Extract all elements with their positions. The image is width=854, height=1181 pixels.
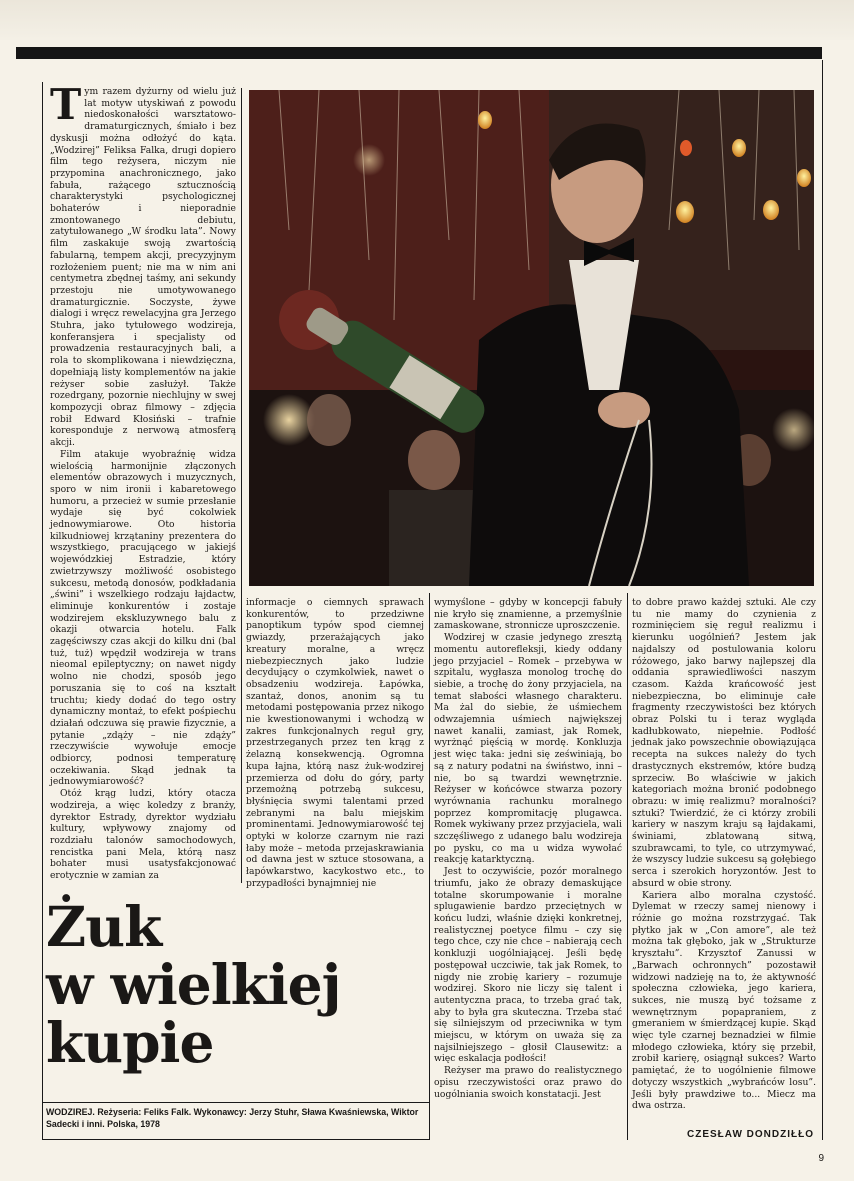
film-still-photo [249, 90, 814, 586]
top-rule [16, 47, 822, 59]
credits-rule-top [42, 1102, 429, 1103]
article-column-2 [246, 597, 424, 889]
column-rule-3 [627, 593, 628, 1140]
headline-line: w wielkiej [46, 952, 341, 1017]
article-column-1 [50, 80, 236, 882]
paragraph: Jest to oczywiście, pozór moralnego triumfu, jako że obrazy demaskujące totalne skorumpowanie i moralne splugawienie bardzo przeciętnych w końcu ludzi, właśnie dzięki konkretnej, realistycznej poetyce filmu – czy się tego chce, czy nie chce – nabierają cech konkluzji uogólniającej. Jeśli będę postępował uczciwie, tak jak Romek, to nigdy nie zrobię kariery – rozumuje wodzirej. Skoro nie liczy się talent i autentyczna praca, to trzeba grać tak, aby to była gra skuteczna. Trzeba stać się silniejszym od przeciwnika w tym miejscu, w którym on uważa się za najsilniejszego – głosił Clausewitz: a więc eskalacja podłości! [434, 866, 622, 1065]
paragraph: Kariera albo moralna czystość. Dylemat w rzeczy samej nienowy i różnie go można rozstrzygać. Tak płytko jak w „Con amore”, ale też można tak głęboko, jak w „Strukturze kryształu”. Krzysztof Zanussi w „Barwach ochronnych” pozostawił widzowi nadzieję na to, że aktywność społeczna człowieka, jego kariera, sukces, nie muszą być tożsame z wewnętrznym popapraniem, z gmeraniem w śmierdzącej kupie. Skąd więc tyle czarnej beznadziei w filmie młodego człowieka, który się przebił, zrobił karierę, osiągnął sukces? Warto pamiętać, że to uogólnienie filmowe dotyczy wszystkich „wybrańców losu”. Jeśli były prawdziwe to... Miecz ma dwa ostrza. [632, 889, 816, 1112]
film-credits: WODZIREJ. Reżyseria: Feliks Falk. Wykonawcy: Jerzy Stuhr, Sława Kwaśniewska, Wiktor Sadecki i inni. Polska, 1978 [46, 1107, 419, 1129]
paragraph: informacje o ciemnych sprawach konkurentów, to przedziwne panoptikum typów spod ciemnej gwiazdy, przerażających jako kreatury moralne, a wręcz niebezpiecznych jako ludzie decydujący o czymkolwiek, nawet o obsadzeniu wodzireja. Łapówka, szantaż, donos, anonim są tu metodami postępowania przez nikogo nie kwestionowanymi i wchodzą w zakres funkcjonalnych reguł gry, przestrzeganych przez ten krąg z żelazną konsekwencją. Ogromna kupa łajna, którą nasz żuk-wodzirej przemierza od dołu do góry, party przemożną potrzebą sukcesu, błyśnięcia swymi talentami przed zebranymi na balu miejskim prominentami. Jednowymiarowość tej optyki w kolorze czarnym nie razi łaby może – metoda przejaskrawiania od dawna jest w sztuce stosowana, a łapówkarstwo, kacykostwo etc., to przypadłości bynajmniej nie [246, 597, 424, 889]
paragraph: Reżyser ma prawo do realistycznego opisu rzeczywistości oraz prawo do uogólniania swoich konstatacji. Jest [434, 1065, 622, 1100]
paragraph: Otóż krąg ludzi, który otacza wodzireja, a więc koledzy z branży, dyrektor Estrady, dyrektor wydziału kultury, wpływowy znajomy od rozdziału talonów samochodowych, rencistka pani Mela, którą nasz bohater musi usatysfakcjonować erotycznie w zamian za [50, 788, 236, 882]
headline-line: kupie [46, 1010, 214, 1075]
column-rule-1 [241, 88, 242, 883]
paragraph [50, 80, 236, 449]
paragraph-text: ym razem dyżurny od wielu już lat motyw utyskiwań z powodu niedoskonałości warsztatowo-dramaturgicznych, śmiało i bez dyskusji można odłożyć do kąta. „Wodzirej” Feliksa Falka, drugi dopiero film tego reżysera, niczym nie przypomina anachronicznego, jako fabuła, rażącego sztucznością charakterystyki psychologicznej bohaterów i nieporadnie zmontowanego debiutu, zatytułowanego „W środku lata”. Nowy film zaskakuje swoją zwartością fabularną, tempem akcji, precyzyjnym rozłożeniem puent; nie ma w nim ani centymetra zbędnej taśmy, ani sekundy przestoju nie umotywowanego dramaturgicznie. Soczyste, żywe dialogi i wręcz rewelacyjna gra Jerzego Stuhra, jako tytułowego wodzireja, konferansjera i specjalisty od prowadzenia restauracyjnych bali, a rola to skomplikowana i niewdzięczna, dopełniają listy komplementów na jakie reżyser sobie zasłużył. Także rozedrgany, pozornie niechlujny w swej kompozycji obraz filmowy – zdjęcia robił Edward Kłosiński – trafnie koresponduje z nerwową atmosferą akcji. [50, 86, 236, 449]
paragraph: Film atakuje wyobraźnię widza wielością harmonijnie złączonych elementów obrazowych i muzycznych, sporo w nim ironii i kabaretowego humoru, a przecież w sumie przesłanie wydaje się być cokolwiek jednowymiarowe. Oto historia kilkudniowej krzątaniny prezentera do wszystkiego, pracującego w jakiejś wojewódzkiej Estradzie, który zwietrzywszy możliwość osobistego sukcesu, metodą donosów, podkładania „świni” i wszelkiego rodzaju łajdactw, eliminuje konkurentów i zostaje wodzirejem ekskluzywnego balu z okazji otwarcia hotelu. Falk zagęściwszy czas akcji do kilku dni (bal tuż, tuż) wpędził wodzireja w trans nieomal epileptyczny; on nawet nigdy wolno nie chodzi, sposób jego poruszania się to coś na kształt truchtu; kiedy dodać do tego ostry dynamiczny montaż, to efekt pośpiechu działań odczuwa się prawie fizycznie, a pytanie „zdąży – nie zdąży” rzeczywiście wywołuje emocje odbiorcy, podnosi temperaturę oczekiwania. Skąd jednak ta jednowymiarowość? [50, 448, 236, 788]
photo-illustration [249, 90, 814, 586]
right-border-rule [822, 60, 823, 1140]
previous-page-bleed [0, 0, 854, 40]
drop-cap: T [50, 80, 82, 129]
column-rule-2 [429, 593, 430, 1140]
paragraph: Wodzirej w czasie jedynego zresztą momentu autorefleksji, kiedy oddany jego przyjaciel – Romek – przebywa w szpitalu, wygłasza monolog trochę do siebie, a trochę do żony przyjaciela, na temat słabości własnego charakteru. Ma żal do siebie, że uśmiechem odwzajemnia uśmiech największej nawet kanalii, zamiast, jak Romek, wyrżnąć pięścią w mordę. Konkluzja jest więc taka: jedni się zeświniają, bo są z natury podatni na świństwo, inni – nie, bo są twardzi wewnętrznie. Reżyser w końcówce stwarza pozory wyrównania rachunku moralnego poprzez kompromitację plugawca. Romek wykiwany przez przyjaciela, wali szczęśliwego z udanego balu wodzireja po pysku, co ma u widza wywołać reakcję katarktyczną. [434, 632, 622, 866]
paragraph: wymyślone – gdyby w koncepcji fabuły nie kryło się znamienne, a przemyślnie zamaskowane, stronnicze uproszczenie. [434, 597, 622, 632]
credits-rule-bottom [42, 1139, 429, 1140]
left-border-rule [42, 82, 43, 1140]
headline-line: Żuk [46, 894, 162, 959]
paragraph: to dobre prawo każdej sztuki. Ale czy tu nie mamy do czynienia z rozminięciem się reguł realizmu i kierunku uogólnień? Jestem jak najdalszy od postulowania koloru różowego, jako barwy najlepszej dla oddania sprawiedliwości naszym czasom. Każda krańcowość jest niebezpieczna, bo eliminuje całe fragmenty rzeczywistości bez których obraz Polski tu i teraz wygląda kadłubkowato, niepełnie. Podłość jednak jako powszechnie obowiązująca recepta na sukces należy do tych drastycznych ekstremów, które budzą sprzeciw. Bo właściwie w jakich kategoriach można bronić podobnego obrazu: w imię realizmu? moralności? sztuki? Twierdzić, że ci którzy zrobili kariery w naszym kraju są łajdakami, świniami, zblatowaną sitwą, szubrawcami, to tyle, co utrzymywać, że wszyscy ludzie sukcesu są gołębiego serca i szerokich horyzontów. Jest to absurd w obie strony. [632, 597, 816, 889]
article-column-4 [632, 597, 816, 1122]
page-number: 9 [818, 1153, 824, 1164]
article-headline [46, 894, 426, 1075]
author-byline: CZESŁAW DONDZIŁŁO [687, 1129, 814, 1140]
article-column-3 [434, 597, 622, 1140]
